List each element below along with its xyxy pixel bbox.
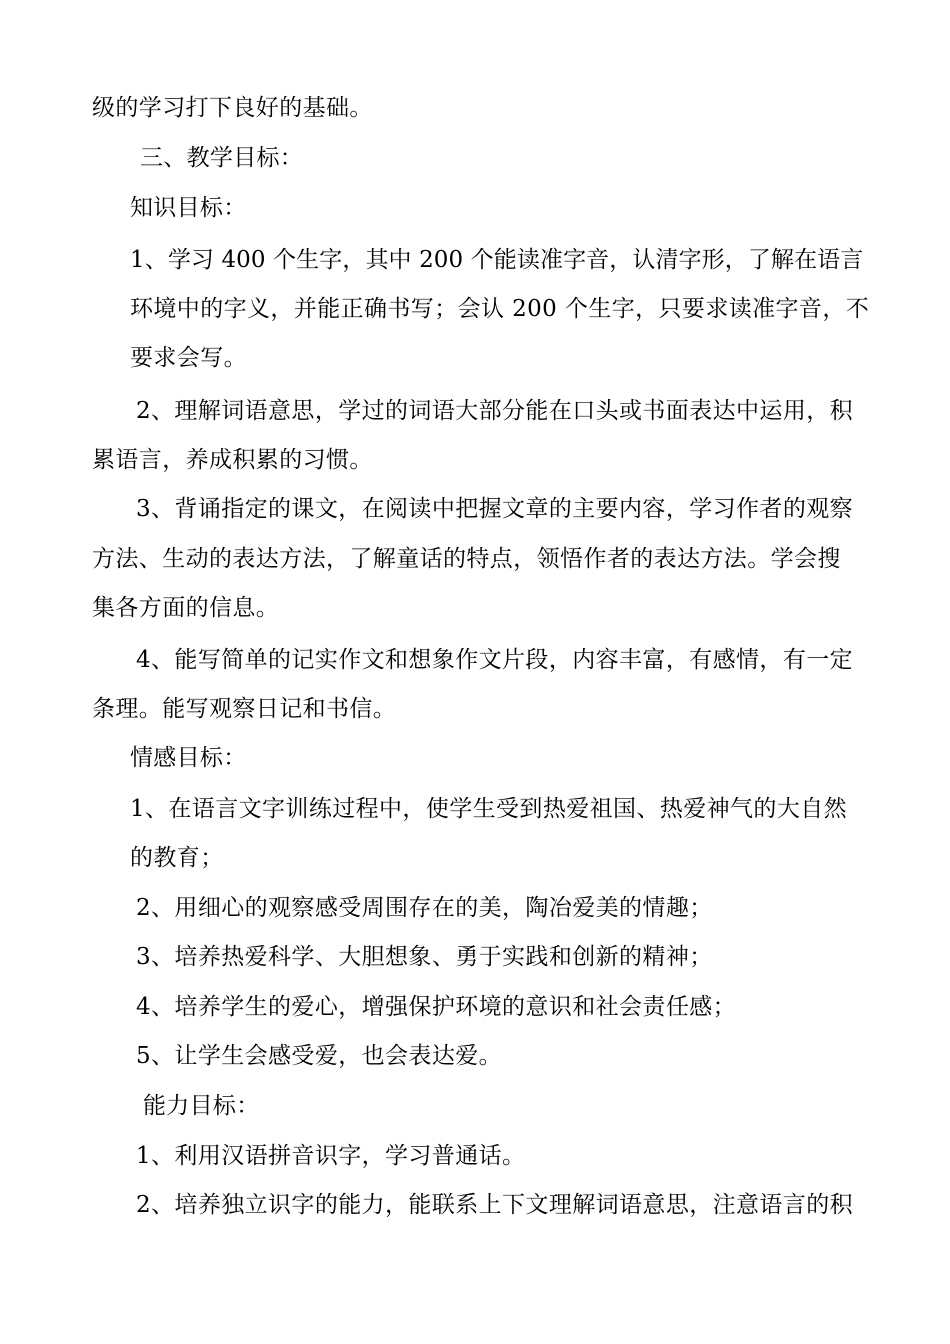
knowledge-item-3-line-2: 方法、生动的表达方法，了解童话的特点，领悟作者的表达方法。学会搜 — [92, 546, 841, 572]
section-heading-teaching-goals: 三、教学目标： — [140, 145, 304, 171]
paragraph-continuation: 级的学习打下良好的基础。 — [92, 95, 373, 121]
knowledge-item-1-line-3: 要求会写。 — [130, 345, 247, 371]
knowledge-item-2-line-1: 2、理解词语意思，学过的词语大部分能在口头或书面表达中运用，积 — [136, 398, 854, 424]
emotional-item-1-line-1: 1、在语言文字训练过程中，使学生受到热爱祖国、热爱神气的大自然 — [130, 796, 848, 822]
knowledge-item-4-line-2: 条理。能写观察日记和书信。 — [92, 696, 397, 722]
emotional-item-4: 4、培养学生的爱心，增强保护环境的意识和社会责任感； — [136, 994, 737, 1020]
emotional-item-1-line-2: 的教育； — [130, 845, 224, 871]
subheading-knowledge-goals: 知识目标： — [130, 195, 247, 221]
emotional-item-3: 3、培养热爱科学、大胆想象、勇于实践和创新的精神； — [136, 944, 713, 970]
subheading-ability-goals: 能力目标： — [143, 1093, 260, 1119]
emotional-item-5: 5、让学生会感受爱，也会表达爱。 — [136, 1043, 503, 1069]
subheading-emotional-goals: 情感目标： — [130, 745, 247, 771]
knowledge-item-2-line-2: 累语言，养成积累的习惯。 — [92, 447, 373, 473]
knowledge-item-1-line-2: 环境中的字义，并能正确书写；会认 200 个生字，只要求读准字音，不 — [130, 296, 870, 322]
knowledge-item-1-line-1: 1、学习 400 个生字，其中 200 个能读准字音，认清字形，了解在语言 — [130, 247, 864, 273]
emotional-item-2: 2、用细心的观察感受周围存在的美，陶冶爱美的情趣； — [136, 895, 713, 921]
ability-item-1: 1、利用汉语拼音识字，学习普通话。 — [136, 1143, 526, 1169]
knowledge-item-4-line-1: 4、能写简单的记实作文和想象作文片段，内容丰富，有感情，有一定 — [136, 647, 854, 673]
knowledge-item-3-line-3: 集各方面的信息。 — [92, 595, 280, 621]
ability-item-2-line-1: 2、培养独立识字的能力，能联系上下文理解词语意思，注意语言的积 — [136, 1192, 854, 1218]
knowledge-item-3-line-1: 3、背诵指定的课文，在阅读中把握文章的主要内容，学习作者的观察 — [136, 496, 854, 522]
